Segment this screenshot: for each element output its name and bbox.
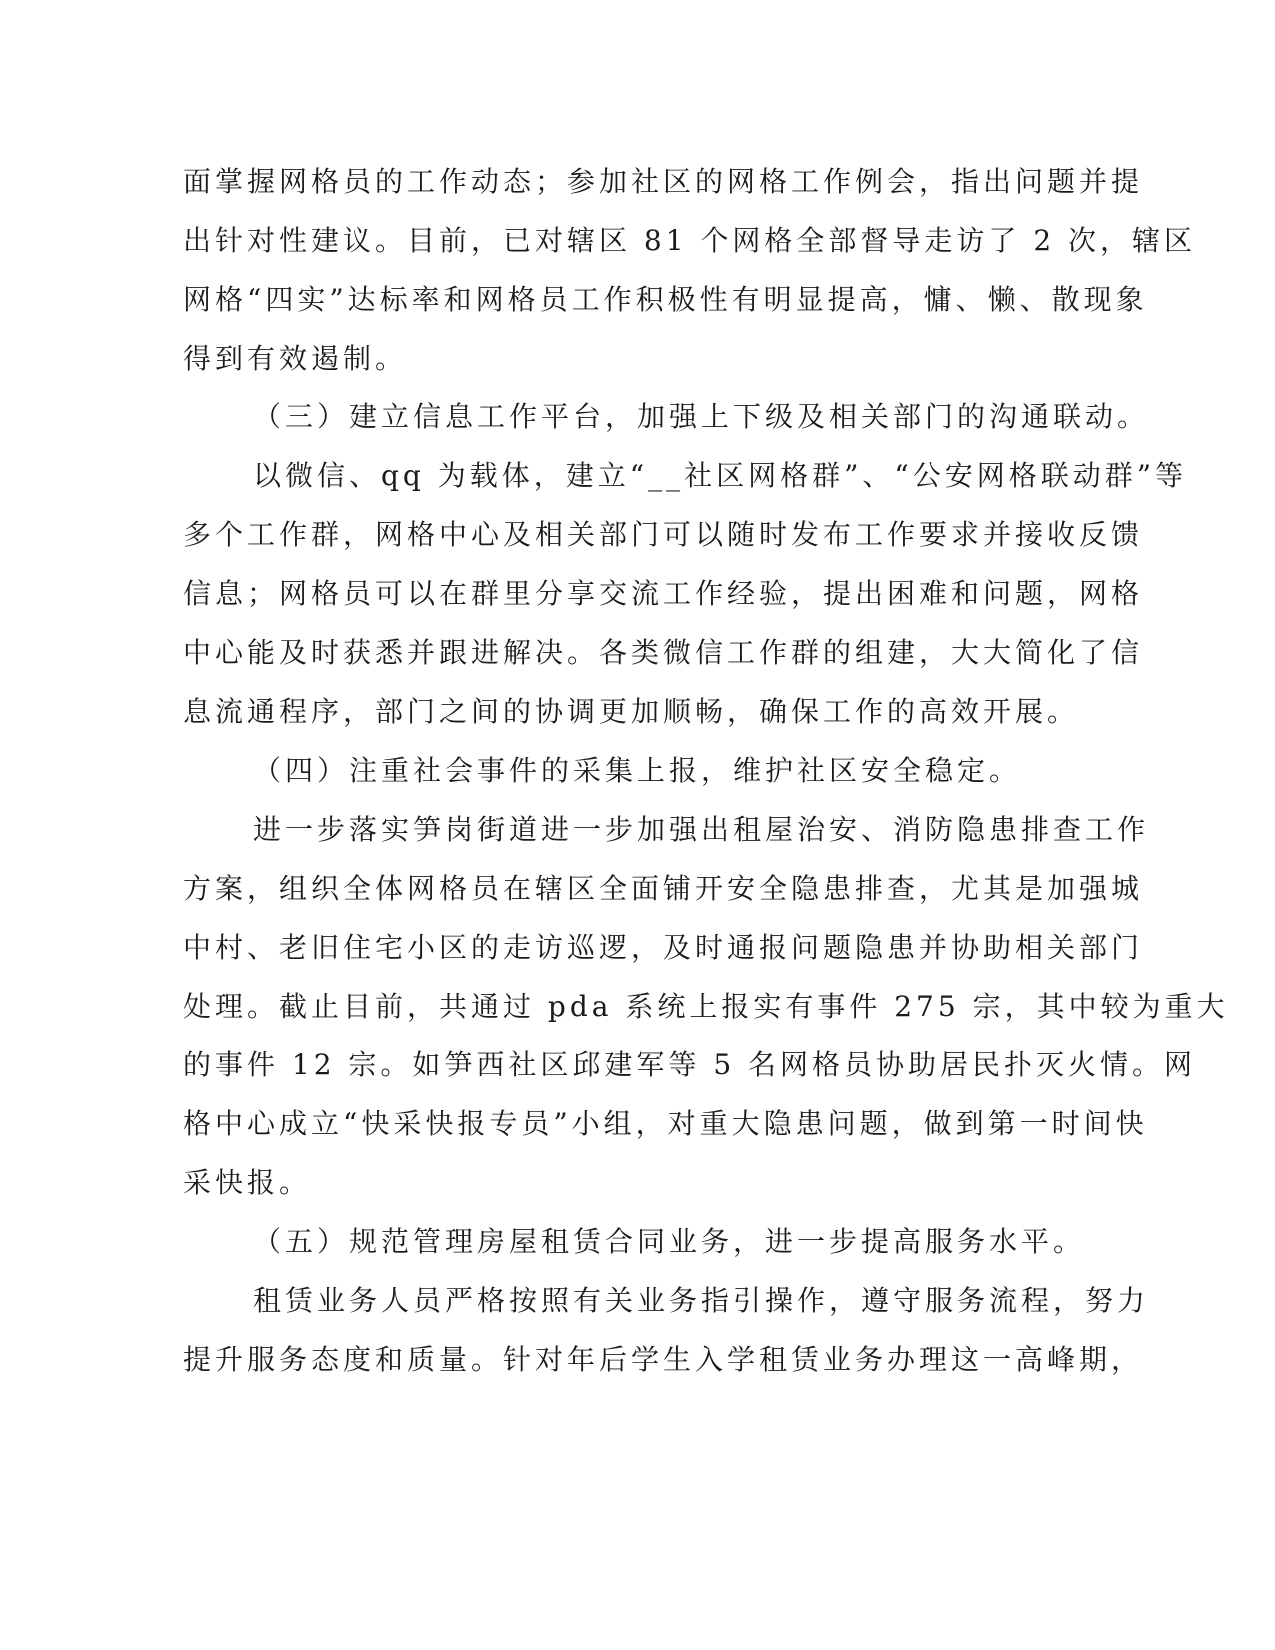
section-heading-3: （三）建立信息工作平台，加强上下级及相关部门的沟通联动。 <box>253 400 1150 433</box>
paragraph-line: 息流通程序，部门之间的协调更加顺畅，确保工作的高效开展。 <box>183 695 1080 728</box>
paragraph-line: 格中心成立“快采快报专员”小组，对重大隐患问题，做到第一时间快 <box>183 1107 1148 1140</box>
paragraph-line: 的事件 12 宗。如笋西社区邱建军等 5 名网格员协助居民扑灭火情。网 <box>183 1048 1197 1081</box>
paragraph-line: 面掌握网格员的工作动态；参加社区的网格工作例会，指出问题并提 <box>183 165 1144 198</box>
section-heading-4: （四）注重社会事件的采集上报，维护社区安全稳定。 <box>253 754 1022 787</box>
section-heading-5: （五）规范管理房屋租赁合同业务，进一步提高服务水平。 <box>253 1225 1086 1258</box>
paragraph-line: 租赁业务人员严格按照有关业务指引操作，遵守服务流程，努力 <box>253 1284 1150 1317</box>
paragraph-line: 进一步落实笋岗街道进一步加强出租屋治安、消防隐患排查工作 <box>253 813 1150 846</box>
paragraph-line: 得到有效遏制。 <box>183 342 408 375</box>
paragraph-line: 处理。截止目前，共通过 pda 系统上报实有事件 275 宗，其中较为重大 <box>183 990 1229 1023</box>
paragraph-line: 中心能及时获悉并跟进解决。各类微信工作群的组建，大大简化了信 <box>183 636 1144 669</box>
paragraph-line: 网格“四实”达标率和网格员工作积极性有明显提高，慵、懒、散现象 <box>183 283 1148 316</box>
paragraph-line: 方案，组织全体网格员在辖区全面铺开安全隐患排查，尤其是加强城 <box>183 872 1144 905</box>
paragraph-line: 出针对性建议。目前，已对辖区 81 个网格全部督导走访了 2 次，辖区 <box>183 224 1197 257</box>
paragraph-line: 多个工作群，网格中心及相关部门可以随时发布工作要求并接收反馈 <box>183 518 1144 551</box>
paragraph-line: 以微信、qq 为载体，建立“__社区网格群”、“公安网格联动群”等 <box>253 459 1188 492</box>
paragraph-line: 中村、老旧住宅小区的走访巡逻，及时通报问题隐患并协助相关部门 <box>183 931 1144 964</box>
paragraph-line: 提升服务态度和质量。针对年后学生入学租赁业务办理这一高峰期， <box>183 1343 1144 1376</box>
paragraph-line: 信息；网格员可以在群里分享交流工作经验，提出困难和问题，网格 <box>183 577 1144 610</box>
paragraph-line: 采快报。 <box>183 1166 312 1199</box>
